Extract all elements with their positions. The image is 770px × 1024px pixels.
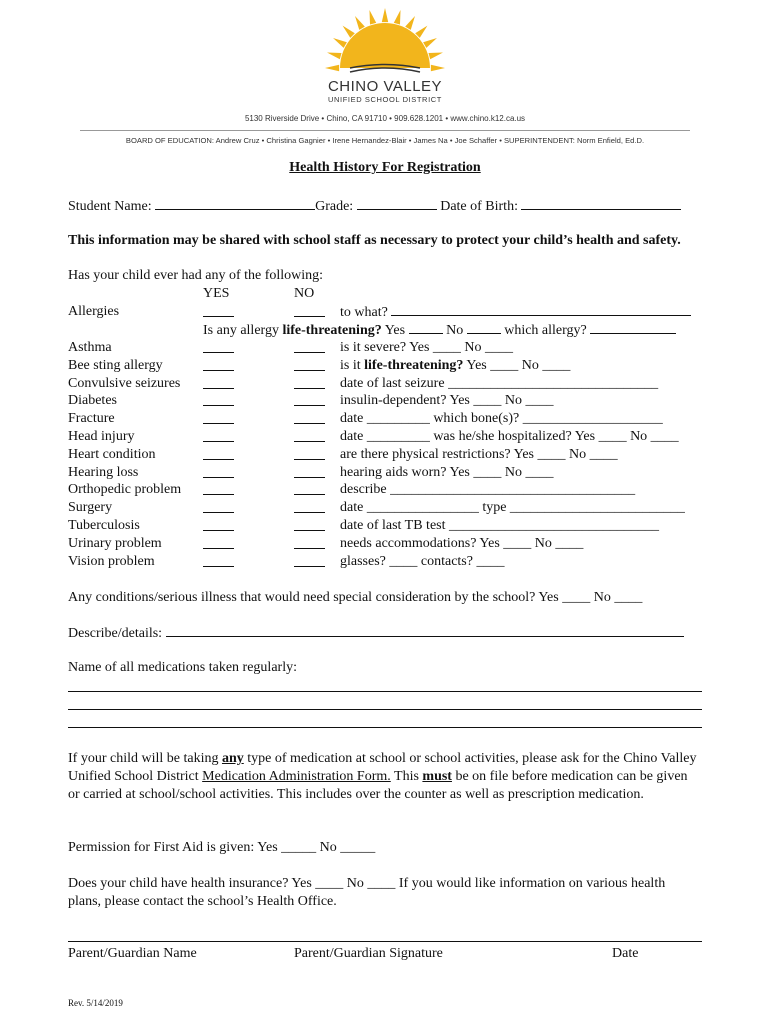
allergies-yes-field[interactable] [203,316,234,317]
sun-ray [355,16,365,30]
condition-label: Convulsive seizures [68,375,181,391]
condition-yes-field[interactable] [203,566,234,567]
condition-label: Heart condition [68,446,156,462]
condition-label: Tuberculosis [68,518,140,533]
condition-no-field[interactable] [294,352,325,353]
medications-line-3[interactable] [68,727,702,728]
condition-detail: insulin-dependent? Yes ____ No ____ [340,393,554,409]
medications-line-1[interactable] [68,691,702,692]
condition-no-field[interactable] [294,530,325,531]
life-threatening-no-field[interactable] [467,321,501,334]
condition-label: Diabetes [68,393,117,409]
condition-label: Bee sting allergy [68,357,163,373]
condition-row [0,357,770,375]
medications-line-2[interactable] [68,709,702,710]
student-info-line [68,197,681,215]
conditions-question: Has your child ever had any of the following: [68,268,324,283]
condition-detail: describe ___________________________________ [340,482,636,498]
condition-detail: date _________ was he/she hospitalized? Yes ____ No ____ [340,429,679,444]
condition-label: Orthopedic problem [68,482,182,498]
condition-row [0,517,770,535]
life-threatening-question: Is any allergy life-threatening? Yes No which allergy? [203,321,676,339]
condition-row [0,553,770,571]
condition-detail: date _________ which bone(s)? ____________________ [340,411,663,427]
health-insurance-question: Does your child have health insurance? Yes ____ No ____ If you would like information on various health plans, please contact the school’s Health Office. [68,876,666,909]
letterhead-divider [80,130,690,131]
medication-policy-paragraph: If your child will be taking any type of medication at school or school activities, please ask for the Chino Valley Unified School District Medication Administration Form. This must be on file before medication can be given or carried at school/school activities. This includes over the counter as well as prescription medication. [68,751,697,802]
condition-detail: needs accommodations? Yes ____ No ____ [340,535,584,551]
privacy-notice: This information may be shared with school staff as necessary to protect your child’s health and safety. [68,233,681,248]
condition-no-field[interactable] [294,423,325,424]
sun-ray [415,26,427,38]
condition-yes-field[interactable] [203,370,234,371]
condition-no-field[interactable] [294,388,325,389]
sun-ray [325,65,339,71]
condition-row [0,535,770,553]
allergies-row [0,303,770,321]
condition-label: Head injury [68,429,135,444]
sun-ray [333,38,347,48]
condition-row [0,446,770,464]
special-consideration-question: Any conditions/serious illness that would need special consideration by the school? Yes ____ No ____ [68,590,643,605]
condition-detail: glasses? ____ contacts? ____ [340,553,505,569]
yes-column-header: YES [203,286,230,301]
condition-label: Hearing loss [68,464,139,480]
condition-yes-field[interactable] [203,548,234,549]
describe-field[interactable] [166,624,684,637]
sun-ray [369,10,376,24]
revision-date: Rev. 5/14/2019 [68,998,123,1008]
condition-row [0,392,770,410]
dob-field[interactable] [521,197,681,210]
condition-detail: is it severe? Yes ____ No ____ [340,340,514,355]
sun-ray [382,8,388,22]
condition-label: Fracture [68,411,115,427]
condition-yes-field[interactable] [203,388,234,389]
parent-name-label: Parent/Guardian Name [68,946,197,961]
sun-ray [343,26,355,38]
condition-label: Vision problem [68,553,155,569]
allergies-detail: to what? [340,303,691,322]
district-name: CHINO VALLEY [327,78,443,95]
condition-yes-field[interactable] [203,512,234,513]
condition-no-field[interactable] [294,512,325,513]
page-title: Health History For Registration [289,160,481,175]
condition-yes-field[interactable] [203,530,234,531]
condition-detail: date of last seizure ______________________________ [340,375,659,391]
condition-yes-field[interactable] [203,405,234,406]
sun-ray [428,52,442,59]
condition-label: Surgery [68,500,113,516]
condition-detail: is it life-threatening? Yes ____ No ____ [340,357,571,373]
parent-signature-label: Parent/Guardian Signature [294,946,443,961]
condition-row [0,339,770,357]
medications-label: Name of all medications taken regularly: [68,660,297,675]
first-aid-permission: Permission for First Aid is given: Yes _____ No _____ [68,840,376,855]
condition-detail: are there physical restrictions? Yes ____ No ____ [340,446,618,462]
condition-row [0,499,770,517]
condition-yes-field[interactable] [203,423,234,424]
sun-ray [423,38,437,48]
which-allergy-field[interactable] [590,321,676,334]
sun-ray [394,10,401,24]
condition-no-field[interactable] [294,477,325,478]
condition-detail: date ________________ type _________________________ [340,500,685,516]
condition-yes-field[interactable] [203,477,234,478]
condition-label: Allergies [68,304,120,319]
condition-row [0,481,770,499]
condition-no-field[interactable] [294,441,325,442]
describe-label: Describe/details: [68,626,163,641]
condition-no-field[interactable] [294,459,325,460]
condition-row [0,375,770,393]
condition-yes-field[interactable] [203,494,234,495]
signature-line[interactable] [68,941,702,942]
sun-ray [405,16,415,30]
condition-yes-field[interactable] [203,459,234,460]
date-label: Date [612,946,639,961]
condition-no-field[interactable] [294,494,325,495]
student-name-field[interactable] [155,197,315,210]
condition-label: Asthma [68,340,112,355]
student-name-label: Student Name: [68,199,152,214]
district-subname: UNIFIED SCHOOL DISTRICT [328,95,442,104]
grade-field[interactable] [357,197,437,210]
dob-label: Date of Birth: [440,199,518,214]
describe-line [68,624,684,642]
no-column-header: NO [294,286,315,301]
condition-no-field[interactable] [294,548,325,549]
condition-yes-field[interactable] [203,352,234,353]
life-threatening-yes-field[interactable] [409,321,443,334]
condition-row [0,410,770,428]
condition-row [0,428,770,446]
condition-detail: date of last TB test ______________________________ [340,518,659,533]
condition-no-field[interactable] [294,566,325,567]
condition-no-field[interactable] [294,405,325,406]
allergies-what-field[interactable] [391,303,691,316]
condition-detail: hearing aids worn? Yes ____ No ____ [340,464,554,480]
condition-yes-field[interactable] [203,441,234,442]
condition-no-field[interactable] [294,370,325,371]
condition-label: Urinary problem [68,535,162,551]
medication-form-link: Medication Administration Form. [202,769,391,784]
board-of-education: BOARD OF EDUCATION: Andrew Cruz • Christina Gagnier • Irene Hernandez-Blair • James Na • Joe Schaffer • SUPERINTENDENT: Norm Enfield, Ed.D. [125,136,645,145]
condition-row [0,464,770,482]
sun-ray [327,52,341,59]
grade-label: Grade: [315,199,354,214]
district-address: 5130 Riverside Drive • Chino, CA 91710 • 909.628.1201 • www.chino.k12.ca.us [244,114,526,123]
allergies-no-field[interactable] [294,316,325,317]
sun-ray [431,65,445,71]
